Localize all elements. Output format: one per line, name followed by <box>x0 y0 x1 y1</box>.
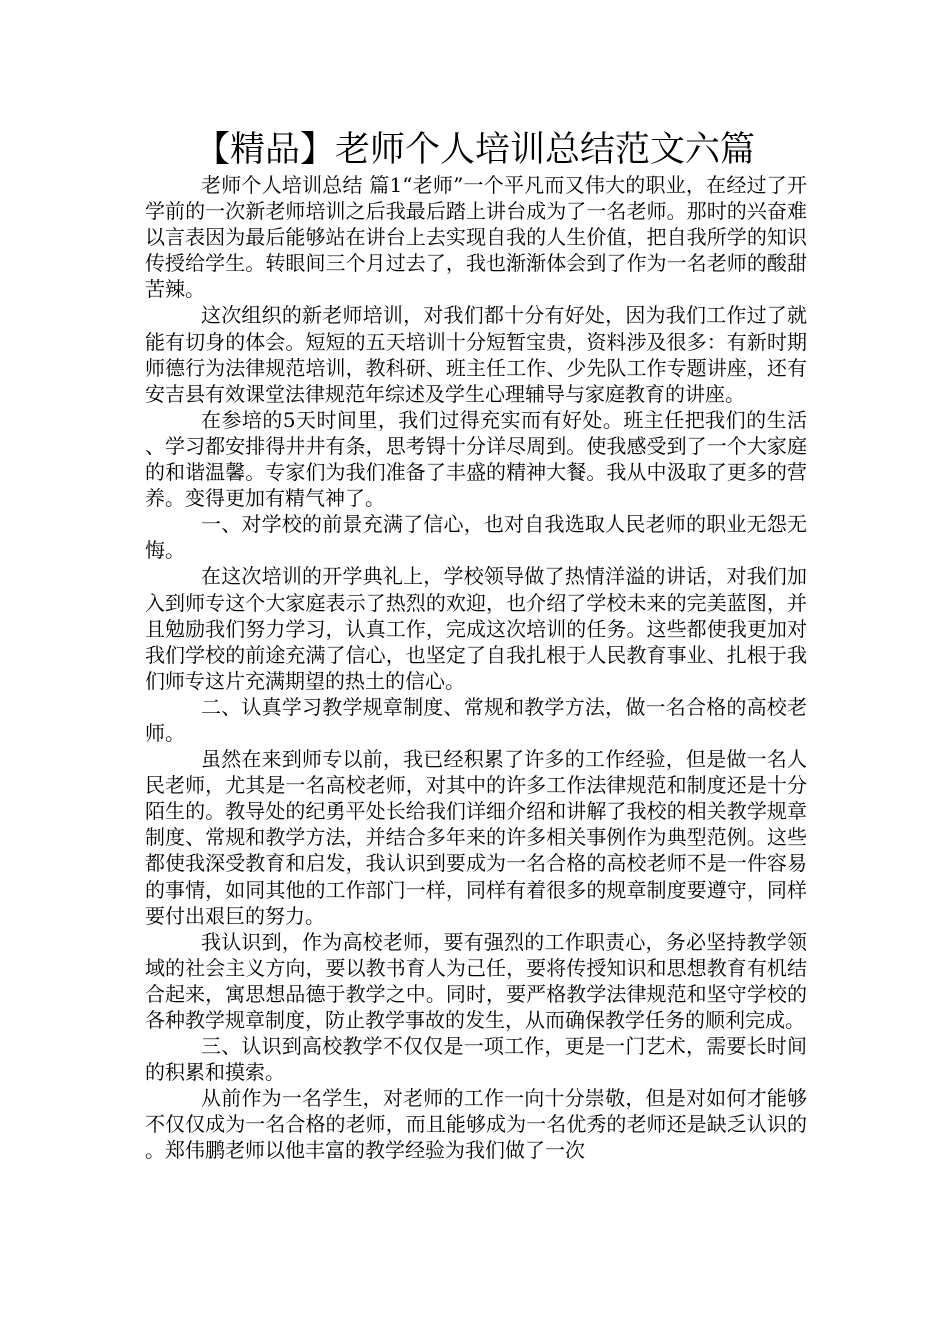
document-body <box>145 172 807 1164</box>
body-paragraph: 这次组织的新老师培训，对我们都十分有好处，因为我们工作过了就能有切身的体会。短短的五天培训十分短暂宝贵，资料涉及很多：有新时期师德行为法律规范培训，教科研、班主任工作、少先队工作专题讲座，还有安吉县有效课堂法律规范年综述及学生心理辅导与家庭教育的讲座。 <box>145 303 807 406</box>
body-paragraph: 虽然在来到师专以前，我已经积累了许多的工作经验，但是做一名人民老师，尤其是一名高校老师，对其中的许多工作法律规范和制度还是十分陌生的。教导处的纪勇平处长给我们详细介绍和讲解了我校的相关教学规章制度、常规和教学方法，并结合多年来的许多相关事例作为典型范例。这些都使我深受教育和启发，我认识到要成为一名合格的高校老师不是一件容易的事情，如同其他的工作部门一样，同样有着很多的规章制度要遵守，同样要付出艰巨的努力。 <box>145 747 807 928</box>
body-paragraph: 在参培的5天时间里，我们过得充实而有好处。班主任把我们的生活、学习都安排得井井有条，思考锝十分详尽周到。使我感受到了一个大家庭的和谐温馨。专家们为我们准备了丰盛的精神大餐。我从中汲取了更多的营养。变得更加有精气神了。 <box>145 407 807 511</box>
body-paragraph: 从前作为一名学生，对老师的工作一向十分崇敬，但是对如何才能够不仅仅成为一名合格的老师，而且能够成为一名优秀的老师还是缺乏认识的。郑伟鹏老师以他丰富的教学经验为我们做了一次 <box>145 1086 807 1163</box>
body-paragraph: 老师个人培训总结 篇1“老师”一个平凡而又伟大的职业，在经过了开学前的一次新老师培训之后我最后踏上讲台成为了一名老师。那时的兴奋难以言表因为最后能够站在讲台上去实现自我的人生价值，把自我所学的知识传授给学生。转眼间三个月过去了，我也渐渐体会到了作为一名老师的酸甜苦辣。 <box>145 173 807 302</box>
body-paragraph: 在这次培训的开学典礼上，学校领导做了热情洋溢的讲话，对我们加入到师专这个大家庭表示了热烈的欢迎，也介绍了学校未来的完美蓝图，并且勉励我们努力学习，认真工作，完成这次培训的任务。这些都使我更加对我们学校的前途充满了信心，也坚定了自我扎根于人民教育事业、扎根于我们师专这片充满期望的热土的信心。 <box>145 564 807 693</box>
section-heading: 二、认真学习教学规章制度、常规和教学方法，做一名合格的高校老师。 <box>145 694 807 745</box>
section-heading: 一、对学校的前景充满了信心，也对自我选取人民老师的职业无怨无悔。 <box>145 512 807 563</box>
body-paragraph: 我认识到，作为高校老师，要有强烈的工作职责心，务必坚持教学领域的社会主义方向，要以教书育人为己任，要将传授知识和思想教育有机结合起来，寓思想品德于教学之中。同时，要严格教学法律规范和坚守学校的各种教学规章制度，防止教学事故的发生，从而确保教学任务的顺利完成。 <box>145 929 807 1032</box>
section-heading: 三、认识到高校教学不仅仅是一项工作，更是一门艺术，需要长时间的积累和摸索。 <box>145 1034 807 1085</box>
document-title: 【精品】老师个人培训总结范文六篇 <box>194 130 755 170</box>
